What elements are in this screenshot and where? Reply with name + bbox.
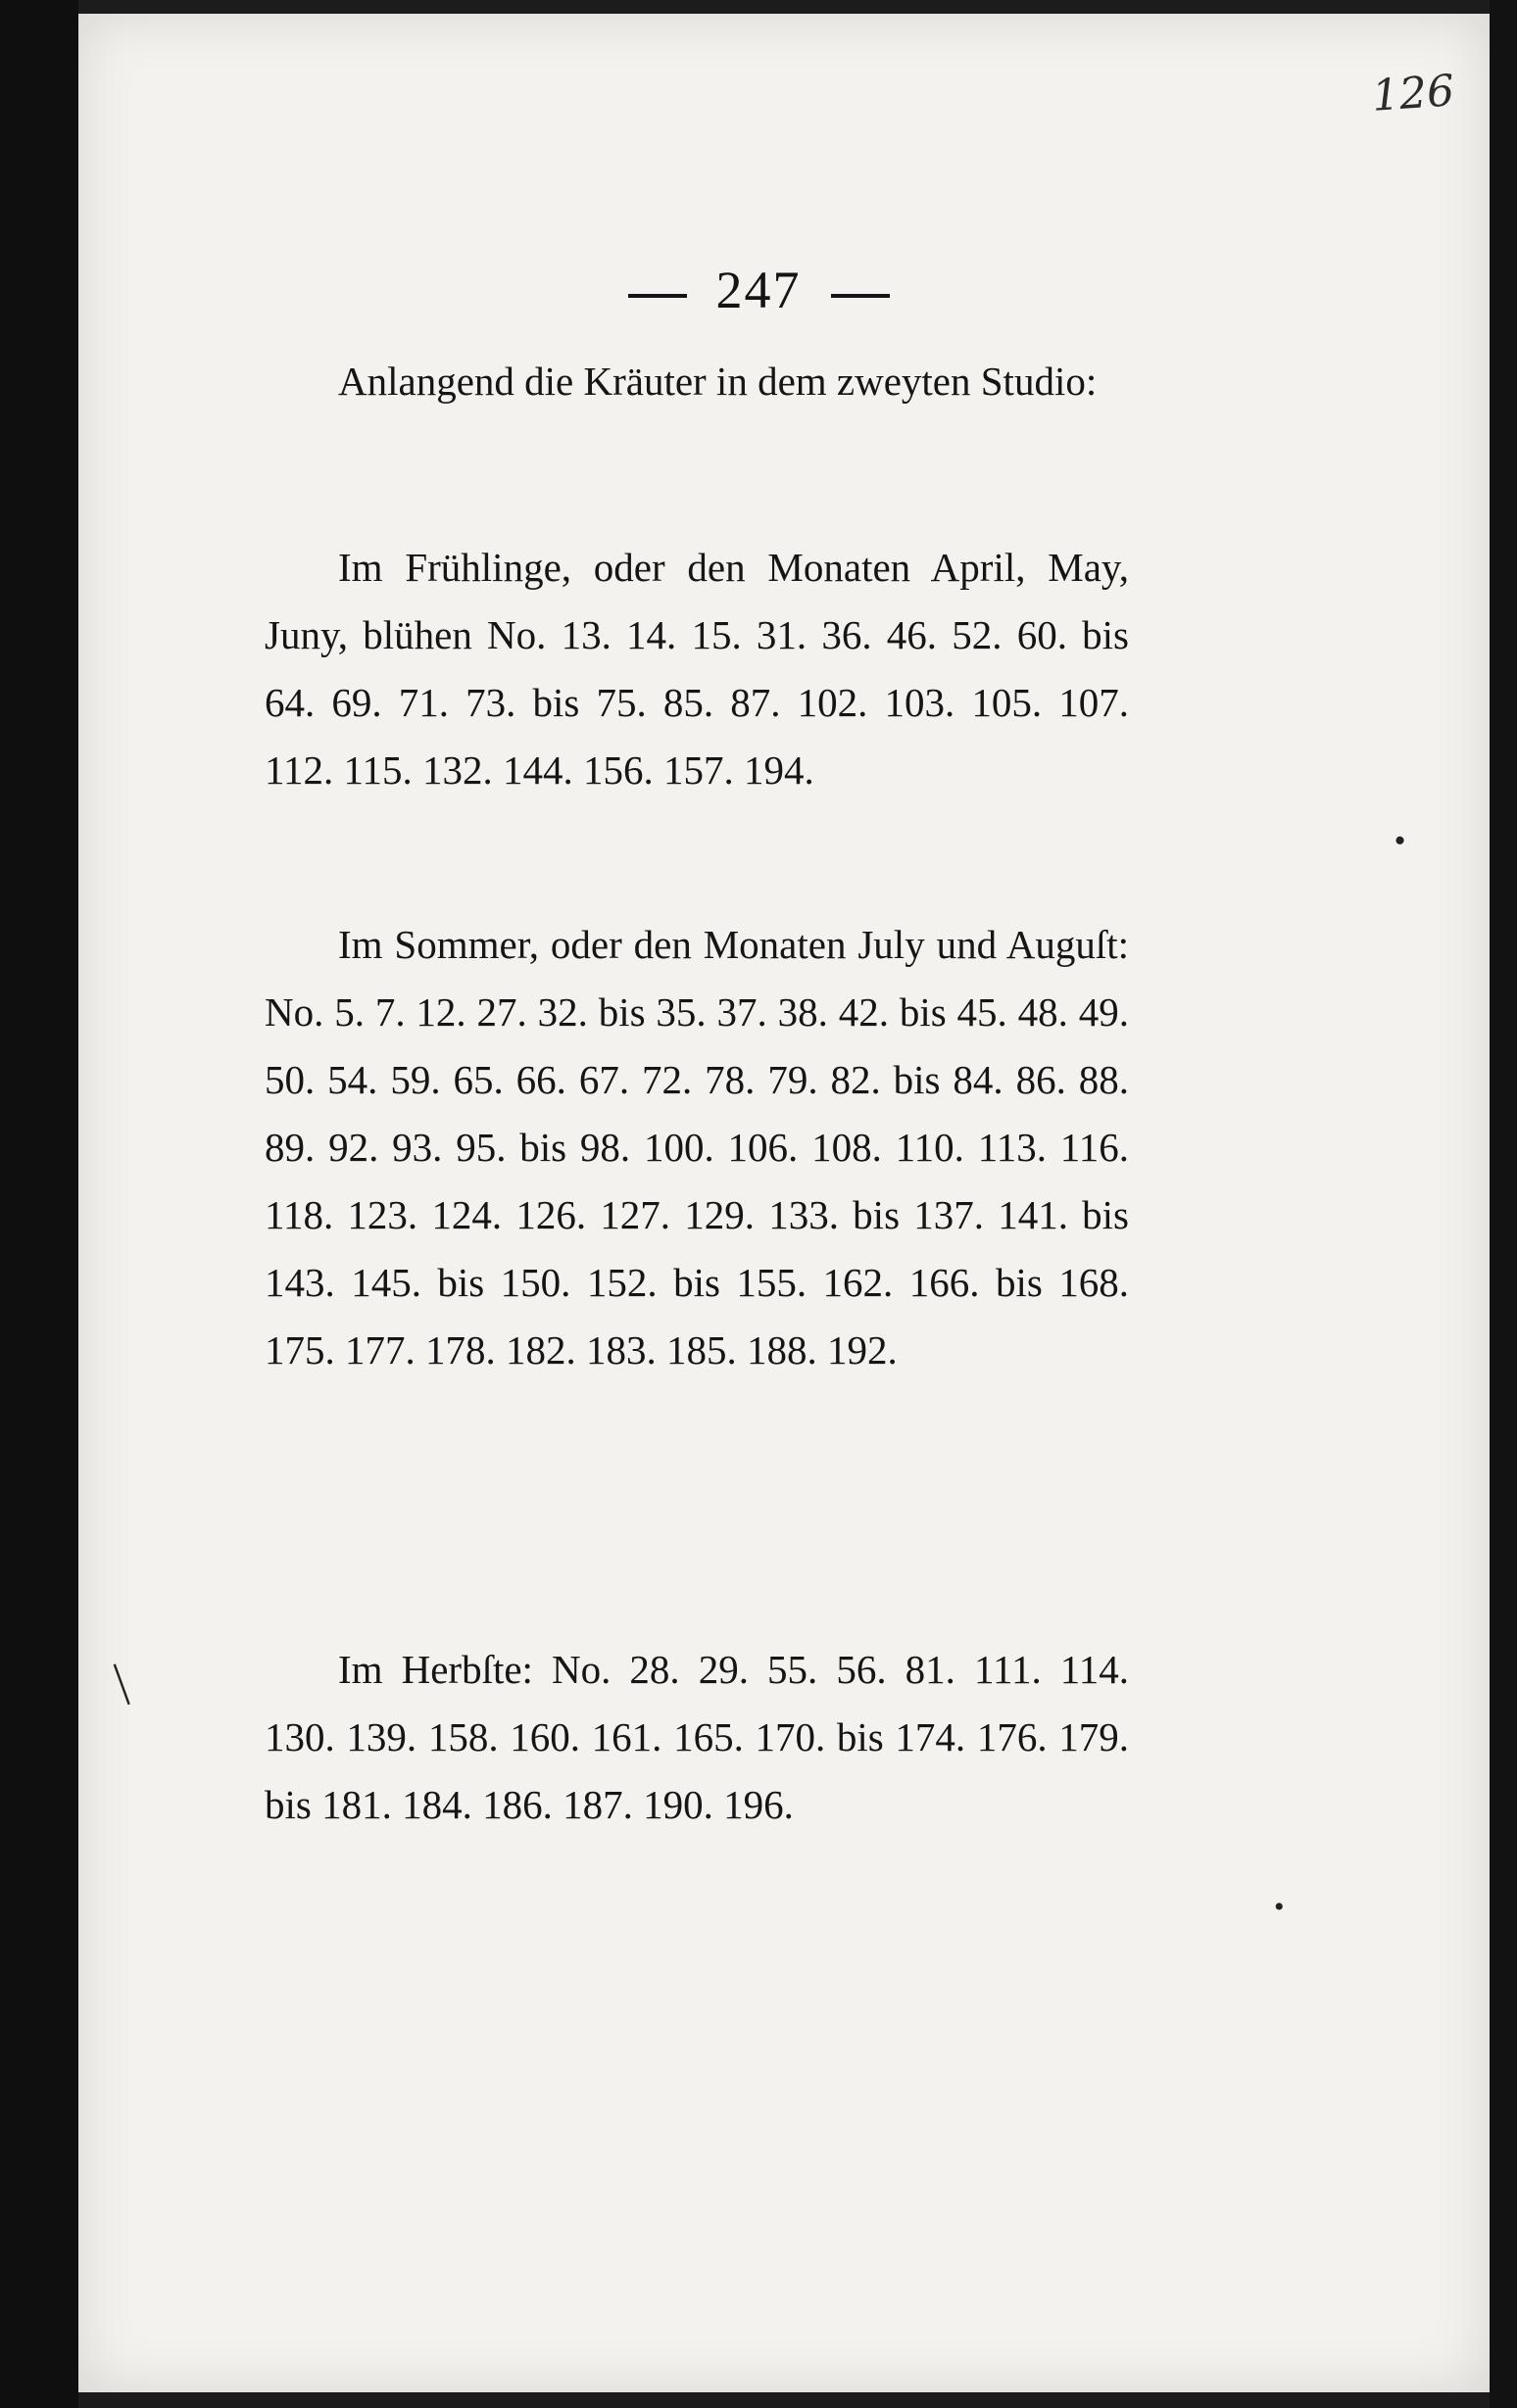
header-dash-right (831, 294, 890, 298)
page-number: 247 (715, 261, 802, 319)
paragraph-block-intro (265, 348, 1129, 415)
paragraph-intro: Anlangend die Kräuter in dem zweyten Studio: (338, 359, 1098, 404)
paragraph-block-summer (265, 911, 1129, 1384)
margin-stroke-mark: | (107, 1654, 134, 1708)
page-header (0, 260, 1517, 320)
paragraph-block-spring (265, 534, 1129, 804)
ink-speck-mark: • (1385, 822, 1414, 860)
scan-right-border (1490, 0, 1517, 2408)
paragraph-autumn: Im Herbſte: No. 28. 29. 55. 56. 81. 111. 114. 130. 139. 158. 160. 161. 165. 170. bis 174. 176. 179. bis 181. 184. 186. 187. 190. 196. (265, 1647, 1129, 1827)
header-dash-left (628, 294, 687, 298)
scan-left-border (0, 0, 78, 2408)
paragraph-spring: Im Frühlinge, oder den Monaten April, May, Juny, blühen No. 13. 14. 15. 31. 36. 46. 52. 60. bis 64. 69. 71. 73. bis 75. 85. 87. 102. 103. 105. 107. 112. 115. 132. 144. 156. 157. 194. (265, 545, 1129, 793)
paragraph-block-autumn (265, 1636, 1129, 1839)
paragraph-summer: Im Sommer, oder den Monaten July und Auguſt: No. 5. 7. 12. 27. 32. bis 35. 37. 38. 42. bis 45. 48. 49. 50. 54. 59. 65. 66. 67. 72. 78. 79. 82. bis 84. 86. 88. 89. 92. 93. 95. bis 98. 100. 106. 108. 110. 113. 116. 118. 123. 124. 126. 127. 129. 133. bis 137. 141. bis 143. 145. bis 150. 152. bis 155. 162. 166. bis 168. 175. 177. 178. 182. 183. 185. 188. 192. (265, 922, 1129, 1373)
ink-dot-mark: • (1274, 1891, 1285, 1923)
archive-folio-number: 126 (1370, 66, 1456, 121)
